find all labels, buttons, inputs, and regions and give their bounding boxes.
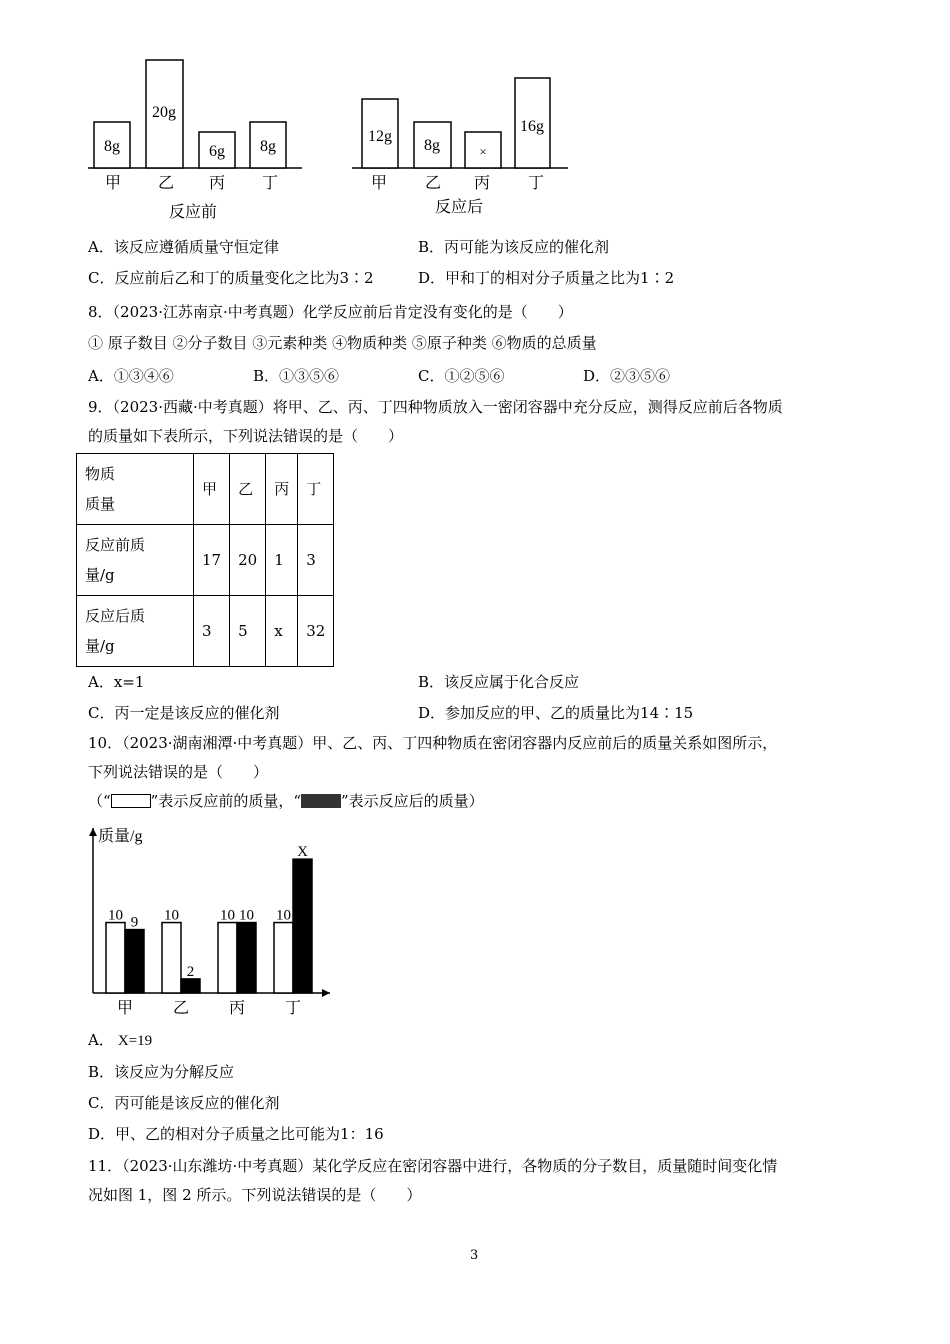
- q9-table: [76, 453, 334, 667]
- data-label-after: 9: [130, 914, 139, 931]
- q9-stem-line1: 9．（2023·西藏·中考真题）将甲、乙、丙、丁四种物质放入一密闭容器中充分反应，测得反应前后各物质: [88, 398, 783, 416]
- y-axis-label: 质量/g: [98, 828, 143, 845]
- category-label: 甲: [116, 1000, 134, 1017]
- page-number: 3: [470, 1248, 479, 1263]
- q7-figure: [80, 50, 600, 230]
- table-cell: 32: [298, 596, 334, 667]
- category-label: 乙: [172, 1000, 190, 1017]
- legend-after-swatch: [301, 794, 341, 808]
- category-label: 丙: [228, 1000, 246, 1017]
- table-col-header: 甲: [194, 454, 230, 525]
- bar-after: [125, 930, 144, 993]
- bar-before: [162, 923, 181, 993]
- after-bar-label: 16g: [520, 118, 544, 135]
- q7-option-c[interactable]: C．反应前后乙和丁的质量变化之比为3∶2: [88, 269, 374, 287]
- q7-option-b[interactable]: B．丙可能为该反应的催化剂: [418, 238, 610, 256]
- q9-option-b[interactable]: B．该反应属于化合反应: [418, 673, 580, 691]
- q8-stem: 8．（2023·江苏南京·中考真题）化学反应前后肯定没有变化的是（ ）: [88, 303, 573, 321]
- table-row: [77, 525, 334, 596]
- q10-legend: （“ ”表示反应前的质量，“ ”表示反应后的质量）: [88, 792, 484, 810]
- category-label: 丁: [284, 1000, 302, 1017]
- before-category: 丁: [261, 175, 279, 192]
- q7-option-a[interactable]: A．该反应遵循质量守恒定律: [88, 238, 279, 256]
- q10-bar-chart: [84, 818, 344, 1018]
- data-label-before: 10: [220, 907, 235, 924]
- after-bar-label: ×: [479, 144, 487, 159]
- bar-after: [237, 923, 256, 993]
- q8-items: ① 原子数目 ②分子数目 ③元素种类 ④物质种类 ⑤原子种类 ⑥物质的总质量: [88, 334, 597, 352]
- before-category: 乙: [157, 175, 175, 192]
- table-header-cell: 物质 质量: [77, 454, 194, 525]
- table-cell: 1: [266, 525, 298, 596]
- before-caption: 反应前: [168, 204, 218, 221]
- q10-option-b[interactable]: B．该反应为分解反应: [88, 1063, 235, 1081]
- table-cell: 17: [194, 525, 230, 596]
- q9-option-d[interactable]: D．参加反应的甲、乙的质量比为14∶15: [418, 704, 694, 722]
- q10-option-a[interactable]: A． X=19: [88, 1031, 153, 1049]
- table-row: [77, 596, 334, 667]
- q10-option-d[interactable]: D．甲、乙的相对分子质量之比可能为1：16: [88, 1125, 384, 1143]
- data-label-after: 2: [186, 963, 195, 980]
- data-label-before: 10: [276, 907, 291, 924]
- table-col-header: 丁: [298, 454, 334, 525]
- table-row-label: 反应后质 量/g: [77, 596, 194, 667]
- table-col-header: 丙: [266, 454, 298, 525]
- q8-option-c[interactable]: C．①②⑤⑥: [418, 367, 505, 385]
- before-category: 丙: [208, 175, 226, 192]
- table-cell: 5: [230, 596, 266, 667]
- q10-option-c[interactable]: C．丙可能是该反应的催化剂: [88, 1094, 280, 1112]
- bar-before: [274, 923, 293, 993]
- q8-option-a[interactable]: A．①③④⑥: [88, 367, 174, 385]
- q9-stem-line2: 的质量如下表所示，下列说法错误的是（ ）: [88, 427, 404, 445]
- data-label-after: X: [297, 844, 308, 861]
- after-category: 丁: [527, 175, 545, 192]
- bar-before: [106, 923, 125, 993]
- before-bar-label: 8g: [104, 138, 120, 155]
- y-axis-arrow: [89, 828, 97, 836]
- legend-before-swatch: [111, 794, 151, 808]
- bar-after: [181, 979, 200, 993]
- table-row: [77, 454, 334, 525]
- bar-after: [293, 859, 312, 993]
- after-category: 丙: [473, 175, 491, 192]
- q8-option-b[interactable]: B．①③⑤⑥: [253, 367, 340, 385]
- q10-stem-line1: 10．（2023·湖南湘潭·中考真题）甲、乙、丙、丁四种物质在密闭容器内反应前后的质量关系如图所示，: [88, 734, 778, 752]
- q11-stem-line1: 11．（2023·山东潍坊·中考真题）某化学反应在密闭容器中进行，各物质的分子数目，质量随时间变化情: [88, 1157, 778, 1175]
- q8-option-d[interactable]: D．②③⑤⑥: [583, 367, 671, 385]
- q7-option-d[interactable]: D．甲和丁的相对分子质量之比为1∶2: [418, 269, 675, 287]
- after-caption: 反应后: [434, 199, 484, 216]
- before-category: 甲: [104, 175, 122, 192]
- data-label-before: 10: [108, 907, 123, 924]
- after-bar-label: 12g: [368, 128, 392, 145]
- table-cell: 3: [298, 525, 334, 596]
- table-cell: x: [266, 596, 298, 667]
- data-label-after: 10: [239, 907, 254, 924]
- x-axis-arrow: [322, 989, 330, 997]
- table-col-header: 乙: [230, 454, 266, 525]
- after-bar-label: 8g: [424, 137, 440, 154]
- bar-before: [218, 923, 237, 993]
- table-cell: 20: [230, 525, 266, 596]
- before-bar-label: 20g: [152, 104, 176, 121]
- data-label-before: 10: [164, 907, 179, 924]
- table-row-label: 反应前质 量/g: [77, 525, 194, 596]
- q10-stem-line2: 下列说法错误的是（ ）: [88, 763, 269, 781]
- q9-option-a[interactable]: A．x=1: [88, 673, 145, 691]
- before-bar-label: 8g: [260, 138, 276, 155]
- table-cell: 3: [194, 596, 230, 667]
- q9-option-c[interactable]: C．丙一定是该反应的催化剂: [88, 704, 280, 722]
- after-category: 甲: [370, 175, 388, 192]
- before-bar-label: 6g: [209, 143, 225, 160]
- after-category: 乙: [424, 175, 442, 192]
- q11-stem-line2: 况如图 1，图 2 所示。下列说法错误的是（ ）: [88, 1186, 422, 1204]
